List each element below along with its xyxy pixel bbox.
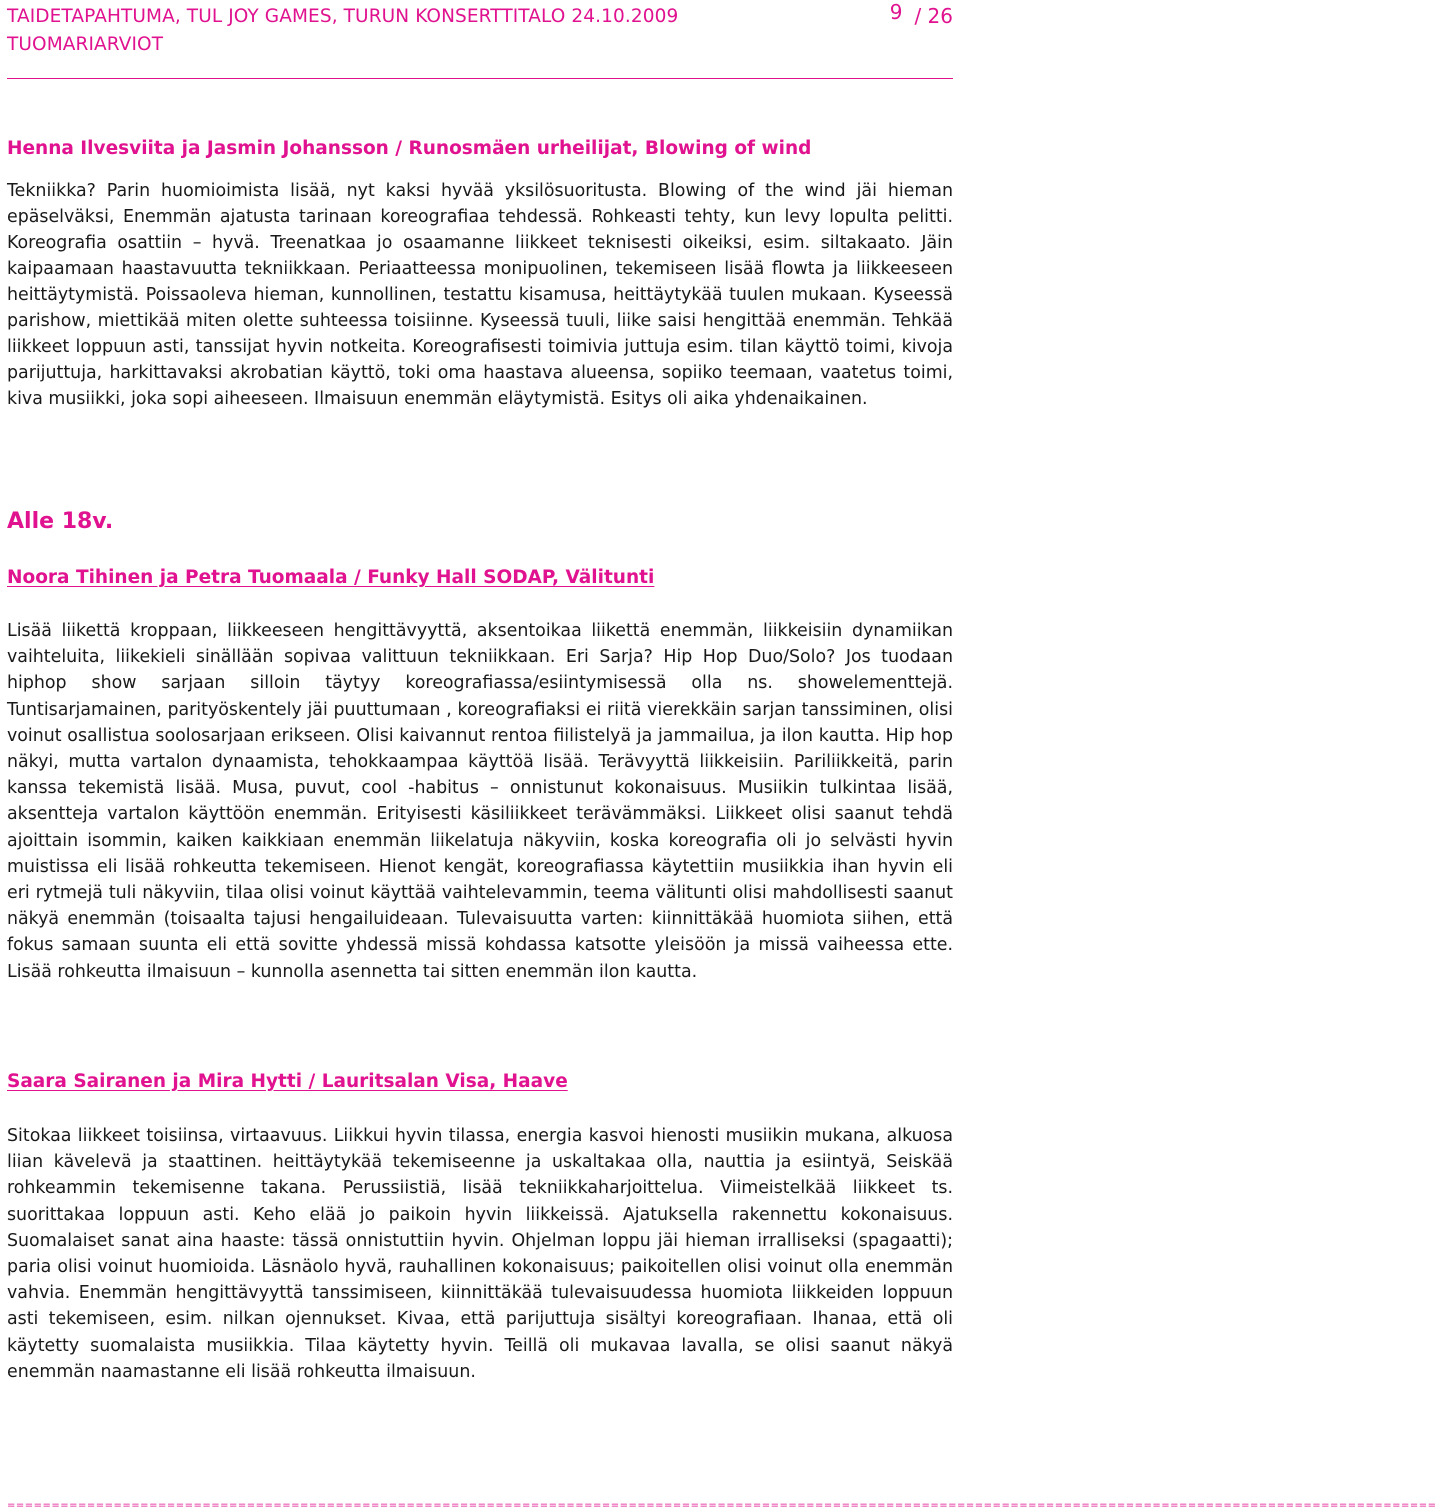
section-heading-2: Noora Tihinen ja Petra Tuomaala / Funky Hall SODAP, Välitunti — [7, 567, 655, 588]
page-total: / 26 — [914, 4, 953, 28]
section-heading-1: Henna Ilvesviita ja Jasmin Johansson / Runosmäen urheilijat, Blowing of wind — [7, 138, 812, 159]
category-title: Alle 18v. — [7, 509, 114, 534]
section-text-2: Lisää liikettä kroppaan, liikkeeseen hengittävyyttä, aksentoikaa liikettä enemmän, liikkeisiin dynamiikan vaihteluita, liikekieli sinällään sopivaa valittuun tekniikkaan. Eri Sarja? Hip Hop Duo/Solo? Jos tuodaan hiphop show sarjaan silloin täytyy koreografiassa/esiintymisessä olla ns. showelementtejä. Tuntisarjamainen, parityöskentely jäi puuttumaan , koreografiaksi ei riitä vierekkäin sarjan tanssiminen, olisi voinut osallistua soolosarjaan erikseen. Olisi kaivannut rentoa fiilistelyä ja jammailua, ja ilon kautta. Hip hop näkyi, mutta vartalon dynaamista, tehokkaampaa käyttöä lisää. Terävyyttä liikkeisiin. Pariliikkeitä, parin kanssa tekemistä lisää. Musa, puvut, cool -habitus – onnistunut kokonaisuus. Musiikin tulkintaa lisää, aksentteja vartalon käyttöön enemmän. Erityisesti käsiliikkeet terävämmäksi. Liikkeet olisi saanut tehdä ajoittain isommin, kaiken kaikkiaan enemmän liikelatuja näkyviin, koska koreografia oli jo selvästi hyvin muistissa eli lisää rohkeutta tekemiseen. Hienot kengät, koreografiassa käytettiin musiikkia ihan hyvin eli eri rytmejä tuli näkyviin, tilaa olisi voinut käyttää vaihtelevammin, teema välitunti olisi mahdollisesti saanut näkyä enemmän (toisaalta tajusi hengailuideaan. Tulevaisuutta varten: kiinnittäkää huomiota siihen, että fokus samaan suunta eli että sovitte yhdessä missä kohdassa katsotte yleisöön ja missä vaiheessa ette. Lisää rohkeutta ilmaisuun – kunnolla asennetta tai sitten enemmän ilon kautta. — [7, 621, 953, 982]
page-current: 9 — [889, 0, 903, 24]
document-page — [7, 0, 953, 1382]
page-number — [889, 0, 953, 28]
section-heading-3: Saara Sairanen ja Mira Hytti / Lauritsalan Visa, Haave — [7, 1071, 568, 1092]
header-event-title: TAIDETAPAHTUMA, TUL JOY GAMES, TURUN KONSERTTITALO 24.10.2009 — [7, 6, 679, 27]
section-text-1: Tekniikka? Parin huomioimista lisää, nyt kaksi hyvää yksilösuoritusta. Blowing of the wind jäi hieman epäselväksi, Enemmän ajatusta tarinaan koreografiaa tehdessä. Rohkeasti tehty, kun levy lopulta pelitti. Koreografia osattiin – hyvä. Treenatkaa jo osaamanne liikkeet teknisesti oikeiksi, esim. siltakaato. Jäin kaipaamaan haastavuutta tekniikkaan. Periaatteessa monipuolinen, tekemiseen lisää flowta ja liikkeeseen heittäytymistä. Poissaoleva hieman, kunnollinen, testattu kisamusa, heittäytykää tuulen mukaan. Kyseessä parishow, miettikää miten olette suhteessa toisiinne. Kyseessä tuuli, liike saisi hengittää enemmän. Tehkää liikkeet loppuun asti, tanssijat hyvin notkeita. Koreografisesti toimivia juttuja esim. tilan käyttö toimi, kivoja parijuttuja, harkittavaksi akrobatian käyttö, toki oma haastava alueensa, sopiiko teemaan, vaatetus toimi, kiva musiikki, joka sopi aiheeseen. Ilmaisuun enemmän eläytymistä. Esitys oli aika yhdenaikainen. — [7, 181, 953, 409]
page-header — [7, 0, 953, 79]
footer-rule: ================================================================================================================================================================= — [7, 1500, 1437, 1511]
section-text-3: Sitokaa liikkeet toisiinsa, virtaavuus. Liikkui hyvin tilassa, energia kasvoi hienosti musiikin mukana, alkuosa liian kävelevä ja staattinen. heittäytykää tekemiseenne ja uskaltakaa olla, nauttia ja esiintyä, Seiskää rohkeammin tekemisenne takana. Perussiistiä, lisää tekniikkaharjoittelua. Viimeistelkää liikkeet ts. suorittakaa loppuun asti. Keho elää jo paikoin hyvin liikkeissä. Ajatuksella rakennettu kokonaisuus. Suomalaiset sanat aina haaste: tässä onnistuttiin hyvin. Ohjelman loppu jäi hieman irralliseksi (spagaatti); paria olisi voinut huomioida. Läsnäolo hyvä, rauhallinen kokonaisuus; paikoitellen olisi voinut olla enemmän vahvia. Enemmän hengittävyyttä tanssimiseen, kiinnittäkää tulevaisuudessa huomiota liikkeiden loppuun asti tekemiseen, esim. nilkan ojennukset. Kivaa, että parijuttuja sisältyi koreografiaan. Ihanaa, että oli käytetty suomalaista musiikkia. Tilaa käytetty hyvin. Teillä oli mukavaa lavalla, se olisi saanut näkyä enemmän naamastanne eli lisää rohkeutta ilmaisuun. — [7, 1126, 953, 1382]
header-subtitle: TUOMARIARVIOT — [7, 34, 164, 55]
